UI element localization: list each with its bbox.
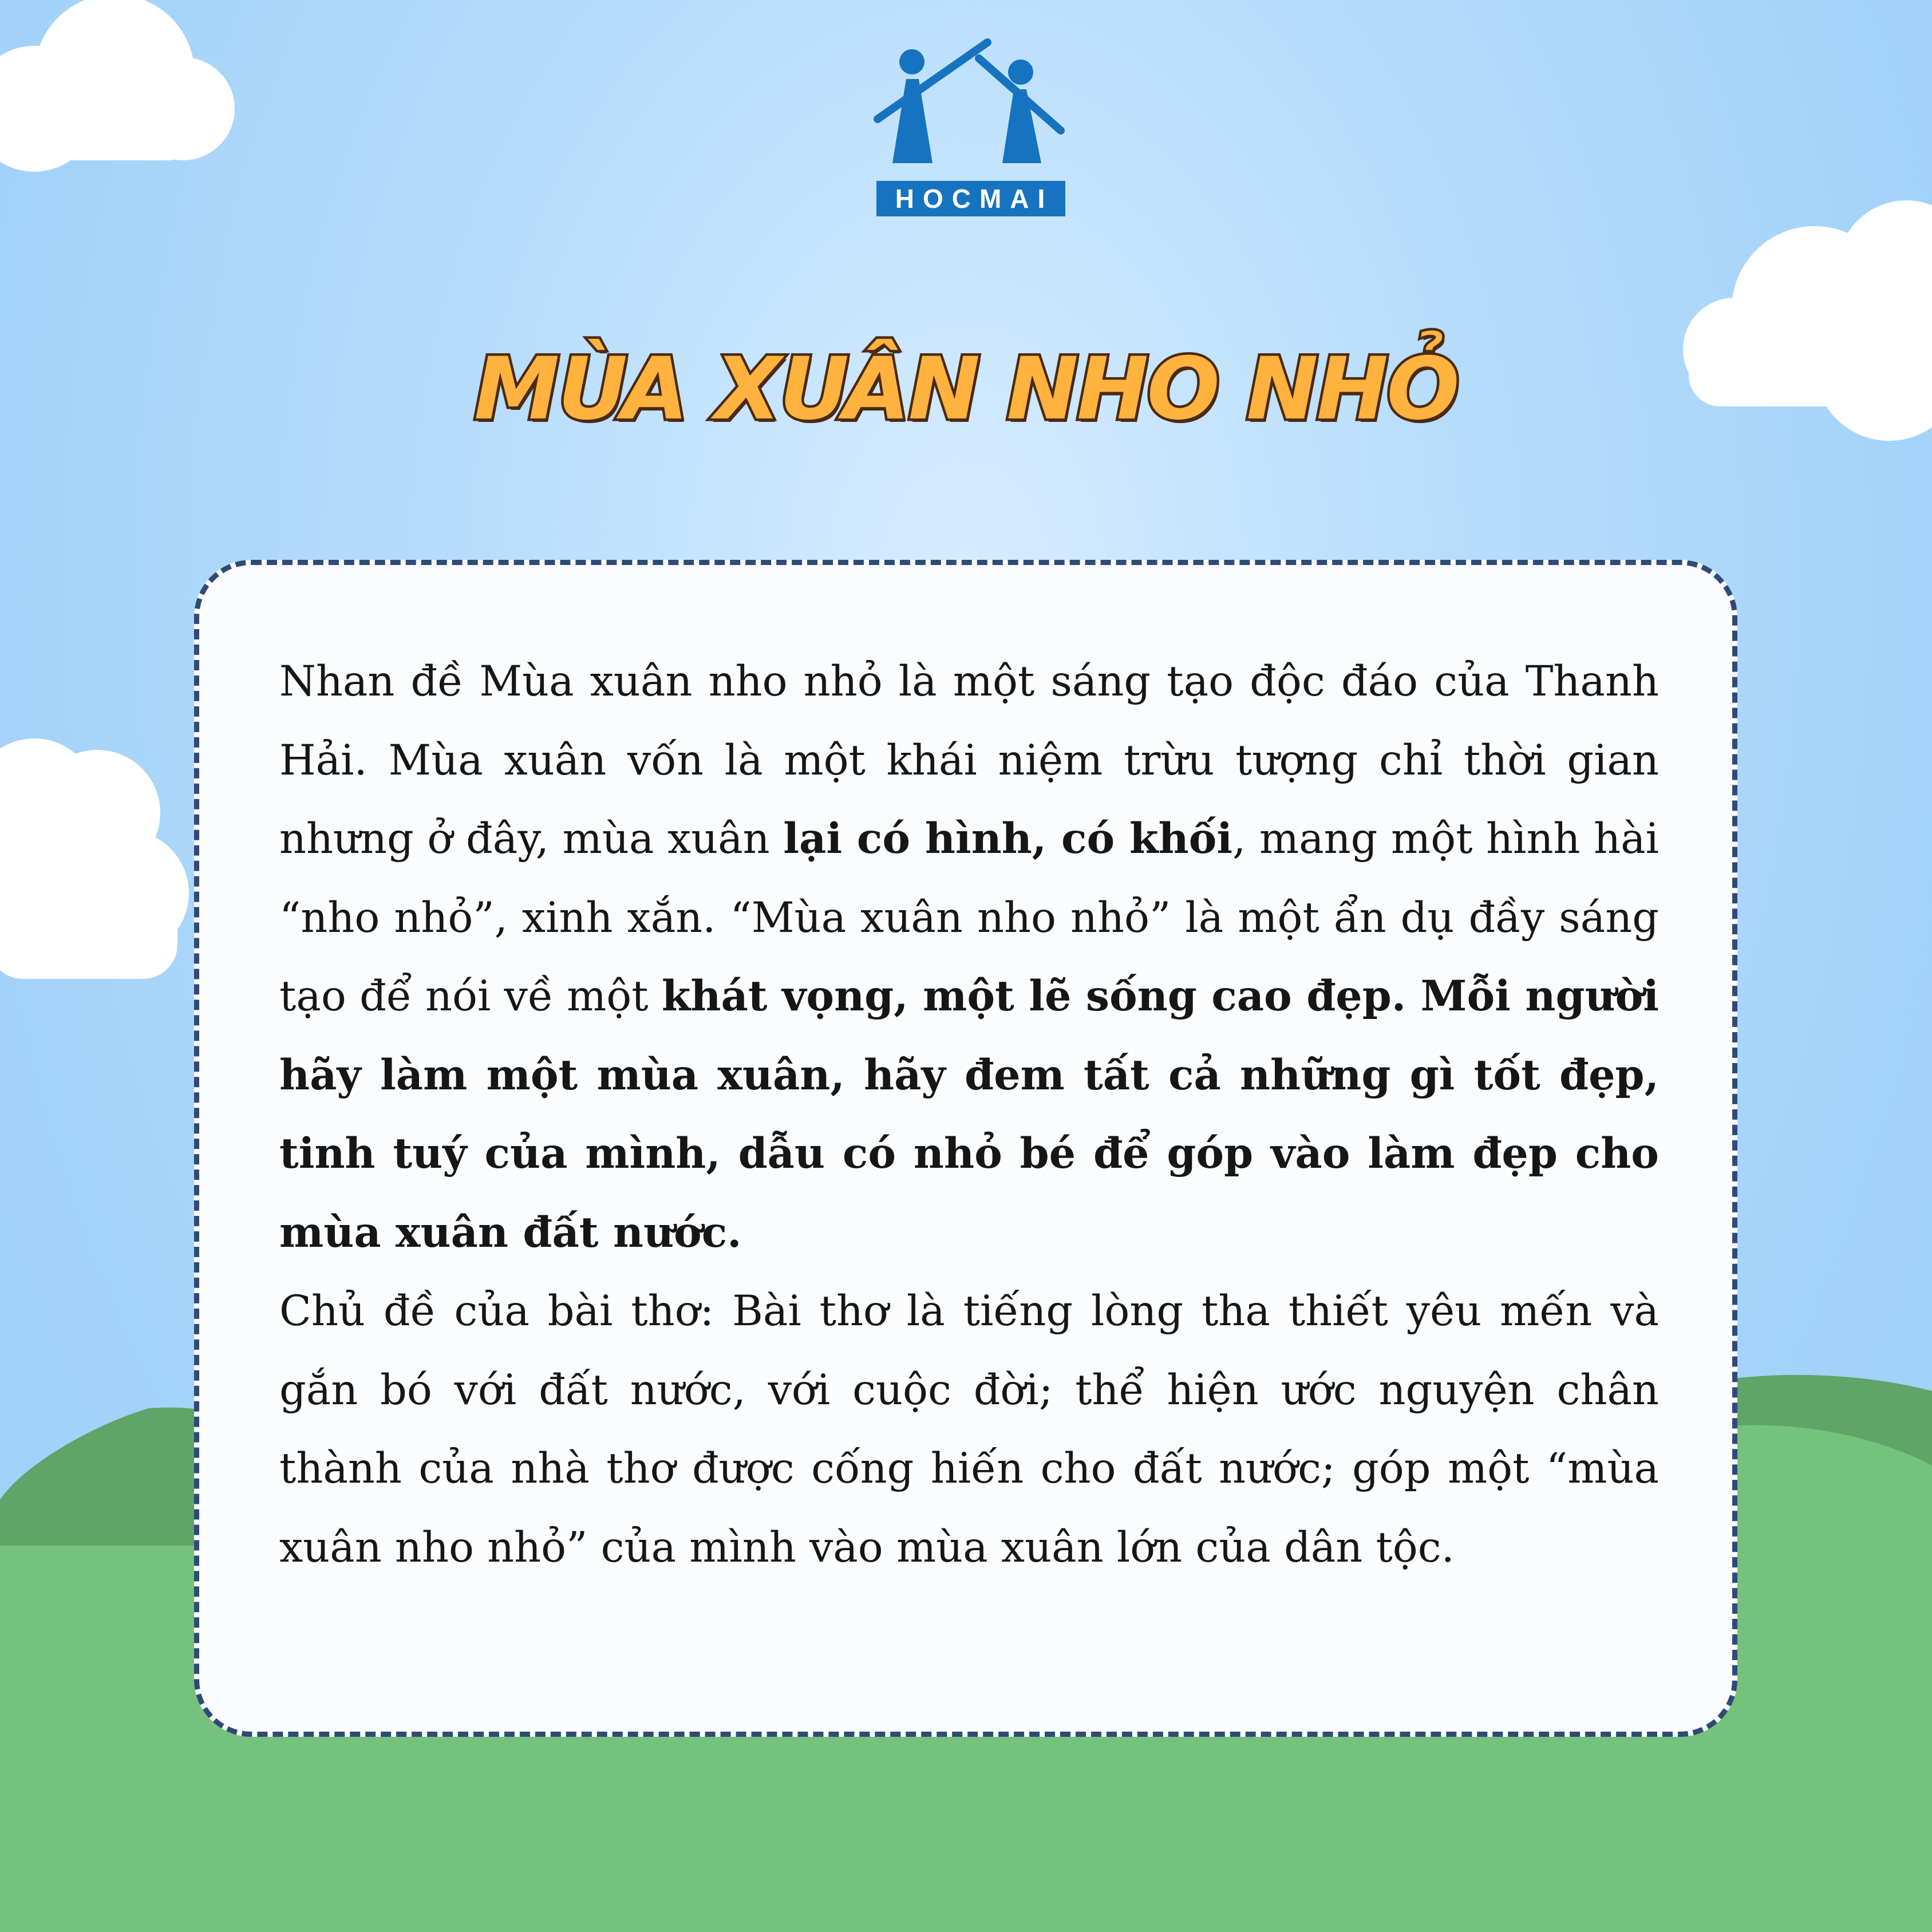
page-title: MÙA XUÂN NHO NHỎ <box>474 339 1458 439</box>
paragraph-1-bold-2: khát vọng, một lẽ sống cao đẹp. Mỗi người hãy làm một mùa xuân, hãy đem tất cả những gì tốt đẹp, tinh tuý của mình, dẫu có nhỏ bé để góp vào làm đẹp cho mùa xuân đất nước. <box>279 971 1659 1257</box>
logo-figure-right-head <box>1008 60 1033 85</box>
paragraph-1-part-2: , mang một hình hài “nho nhỏ”, xinh xắn. “Mùa xuân nho nhỏ” là một ẩn dụ đầy sáng tạo để nói về một <box>279 815 1660 1021</box>
paragraph-title-meaning <box>279 642 1659 1272</box>
paragraph-theme: Chủ đề của bài thơ: Bài thơ là tiếng lòng tha thiết yêu mến và gắn bó với đất nước, với cuộc đời; thể hiện ước nguyện chân thành của nhà thơ được cống hiến cho đất nước; góp một “mùa xuân nho nhỏ” của mình vào mùa xuân lớn của dân tộc. <box>279 1287 1659 1572</box>
content-card <box>194 560 1737 1737</box>
paragraph-1-part-1: Nhan đề Mùa xuân nho nhỏ là một sáng tạo độc đáo của Thanh Hải. Mùa xuân vốn là một khái niệm trừu tượng chỉ thời gian nhưng ở đây, mùa xuân <box>279 657 1659 863</box>
logo-wordmark: HOCMAI <box>876 181 1065 216</box>
card-text <box>279 642 1659 1587</box>
logo-figure-left-head <box>899 49 924 74</box>
paragraph-1-bold-1: lại có hình, có khối <box>783 814 1233 863</box>
